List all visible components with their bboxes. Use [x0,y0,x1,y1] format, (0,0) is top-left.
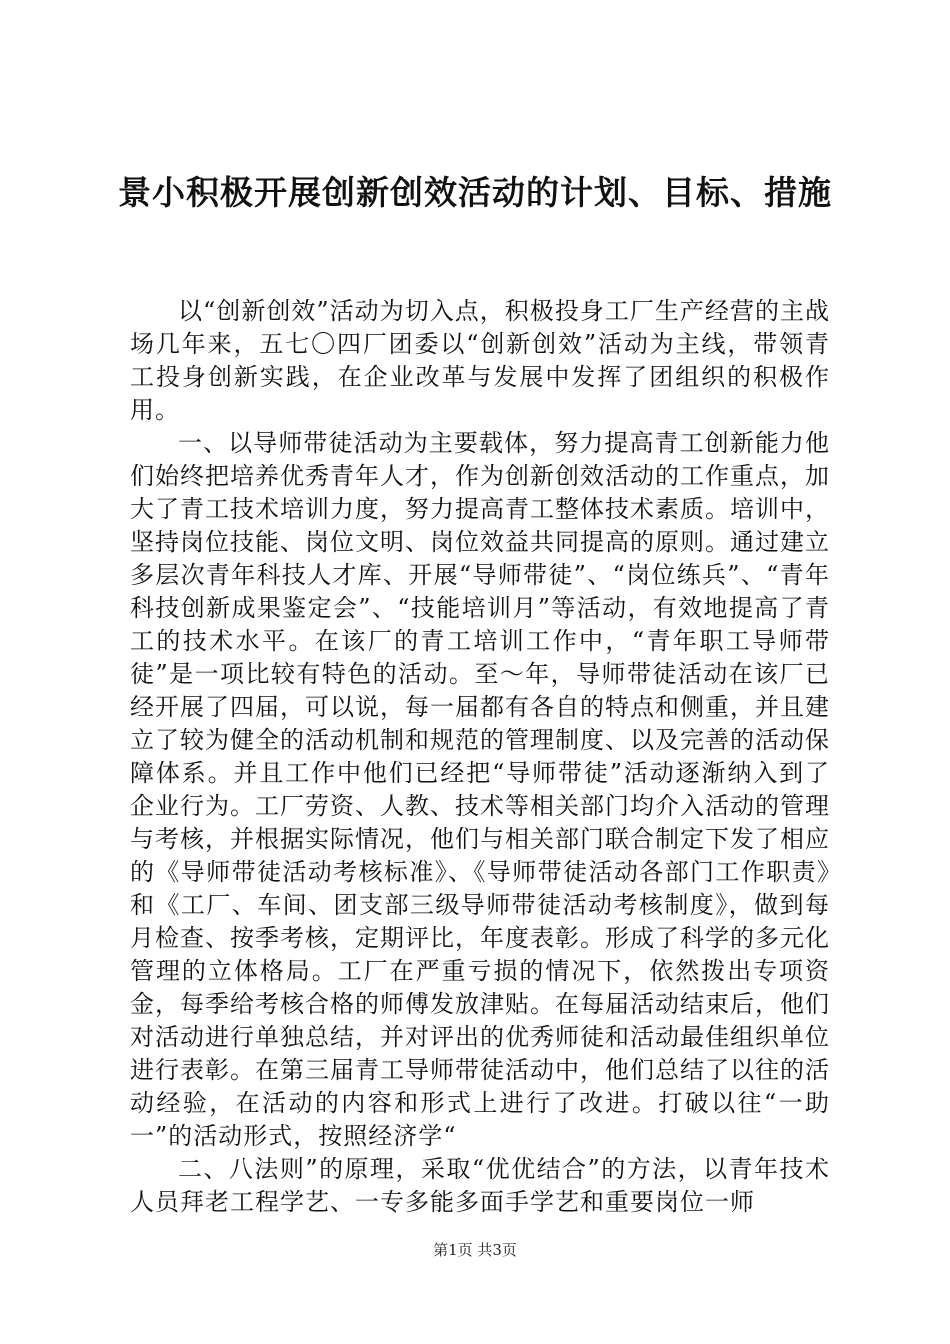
document-title: 景小积极开展创新创效活动的计划、目标、措施 [118,173,832,212]
document-body [130,295,830,1219]
page-number-footer: 第1页 共3页 [433,1241,517,1259]
paragraph-2: 一、以导师带徒活动为主要载体，努力提高青工创新能力他们始终把培养优秀青年人才，作为创新创效活动的工作重点，加大了青工技术培训力度，努力提高青工整体技术素质。培训中，坚持岗位技能、岗位文明、岗位效益共同提高的原则。通过建立多层次青年科技人才库、开展“导师带徒”、“岗位练兵”、“青年科技创新成果鉴定会”、“技能培训月”等活动，有效地提高了青工的技术水平。在该厂的青工培训工作中，“青年职工导师带徒”是一项比较有特色的活动。至～年，导师带徒活动在该厂已经开展了四届，可以说，每一届都有各自的特点和侧重，并且建立了较为健全的活动机制和规范的管理制度、以及完善的活动保障体系。并且工作中他们已经把“导师带徒”活动逐渐纳入到了企业行为。工厂劳资、人教、技术等相关部门均介入活动的管理与考核，并根据实际情况，他们与相关部门联合制定下发了相应的《导师带徒活动考核标准》、《导师带徒活动各部门工作职责》和《工厂、车间、团支部三级导师带徒活动考核制度》，做到每月检查、按季考核，定期评比，年度表彰。形成了科学的多元化管理的立体格局。工厂在严重亏损的情况下，依然拨出专项资金，每季给考核合格的师傅发放津贴。在每届活动结束后，他们对活动进行单独总结，并对评出的优秀师徒和活动最佳组织单位进行表彰。在第三届青工导师带徒活动中，他们总结了以往的活动经验，在活动的内容和形式上进行了改进。打破以往“一助一”的活动形式，按照经济学“ [130,429,830,1150]
paragraph-3: 二、八法则”的原理，采取“优优结合”的方法，以青年技术人员拜老工程学艺、一专多能多面手学艺和重要岗位一师 [130,1155,830,1216]
paragraph-1: 以“创新创效”活动为切入点，积极投身工厂生产经营的主战场几年来，五七〇四厂团委以“创新创效”活动为主线，带领青工投身创新实践，在企业改革与发展中发挥了团组织的积极作用。 [130,297,830,424]
